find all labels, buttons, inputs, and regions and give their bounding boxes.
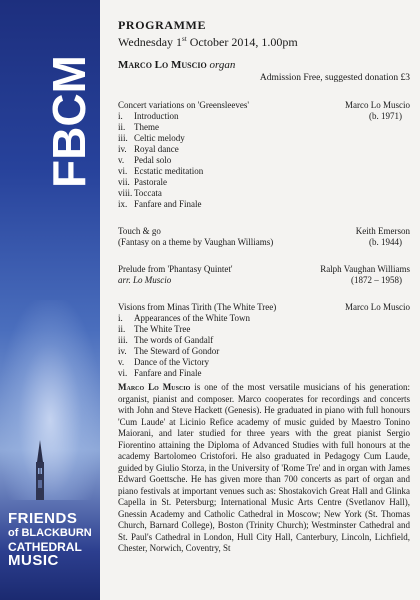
friends-of-blackburn-cathedral-music-logo	[8, 512, 100, 568]
work-arrangement: arr. Lo Muscio	[118, 275, 172, 285]
performer-line	[118, 58, 410, 72]
work-title: Visions from Minas Tirith (The White Tree)	[118, 302, 277, 312]
performer-biography	[118, 382, 410, 555]
work-minas-tirith	[118, 302, 410, 379]
work-composer: Marco Lo Muscio	[345, 100, 410, 110]
work-composer: Ralph Vaughan Williams	[320, 264, 410, 274]
work-touch-and-go	[118, 226, 410, 248]
movement-item: ix. Fanfare and Finale	[118, 199, 202, 209]
fbcm-logo-graphic	[47, 40, 95, 190]
logo-line-music: MUSIC	[8, 552, 59, 569]
movement-item: iv. The Steward of Gondor	[118, 346, 220, 356]
movement-item: viii. Toccata	[118, 188, 162, 198]
logo-line-blackburn: of BLACKBURN	[8, 527, 92, 539]
concert-date: Wednesday 1st October 2014, 1.00pm	[118, 35, 298, 49]
programme-heading: PROGRAMME	[118, 18, 207, 32]
admission-note: Admission Free, suggested donation £3	[259, 73, 410, 83]
fbcm-logo-text: FBCM	[47, 55, 95, 188]
programme-content	[118, 18, 410, 379]
work-subtitle: (Fantasy on a theme by Vaughan Williams)	[118, 237, 274, 247]
logo-line-cathedral: CATHEDRAL	[8, 540, 82, 554]
movement-item: i. Appearances of the White Town	[118, 313, 250, 323]
work-composer-dates: (b. 1944)	[369, 237, 402, 247]
cathedral-spire-image	[30, 440, 50, 500]
movement-item: v. Dance of the Victory	[118, 357, 210, 367]
movement-item: i. Introduction	[118, 111, 179, 121]
fbcm-logo	[47, 40, 95, 190]
movement-item: iv. Royal dance	[118, 144, 179, 154]
work-title: Prelude from 'Phantasy Quintet'	[118, 264, 233, 274]
work-composer: Marco Lo Muscio	[345, 302, 410, 312]
movement-item: v. Pedal solo	[118, 155, 172, 165]
work-title: Concert variations on 'Greensleeves'	[118, 100, 249, 110]
movement-item: iii. Celtic melody	[118, 133, 185, 143]
performer-name: Marco Lo Muscio	[118, 59, 207, 71]
biography-text: is one of the most versatile musicians of his generation: organist, pianist and composer. Marco cooperates for recordings and concerts with John and Steve Hackett (Genesis). He graduated in piano with full honours 'Cum Laude' at Licinio Refice academy of music guided by Maestro Tonino Maiorani, and later studied for three years with the great pianist Sergio Fiorentino attaining the Diploma of Advanced Studies with full honours at the academy Bartolomeo Cristofori. He also graduated in Pedagogy Cum Laude, guided by Giulio Storza, in the University of 'Rome Tre' and in organ with James Edward Goettsche. He has given more than 700 concerts as part of organ and piano festivals at important venues such as: Shostakovich Great Hall and Glinka Capella in St. Petersburg; International Music Arts Centre (Svetlanov Hall), Gnessin Academy and Catholic Cathedral in Moscow; New York (St. Thomas Church, Barnard College), Boston (Trinity Church); Westminster Cathedral and St. Paul's Cathedral in London, Hull City Hall, Canterbury, Lincoln, Lichfield, Chester, Norwich, Coventry, St	[118, 382, 410, 553]
sidebar-glow	[0, 300, 100, 500]
movement-item: vi. Fanfare and Finale	[118, 368, 202, 378]
work-composer-dates: (1872 – 1958)	[351, 275, 402, 285]
biography-name: Marco Lo Muscio	[118, 382, 191, 392]
movement-item: ii. The White Tree	[118, 324, 191, 334]
movement-item: vii. Pastorale	[118, 177, 167, 187]
performer-role: organ	[209, 59, 236, 71]
movement-item: ii. Theme	[118, 122, 159, 132]
work-phantasy-prelude	[118, 264, 410, 286]
work-composer: Keith Emerson	[355, 226, 410, 236]
movement-item: vi. Ecstatic meditation	[118, 166, 204, 176]
logo-line-friends: FRIENDS	[8, 510, 78, 527]
work-greensleeves	[118, 100, 410, 210]
sidebar-panel	[0, 0, 100, 600]
work-composer-dates: (b. 1971)	[369, 111, 402, 121]
work-title: Touch & go	[118, 226, 161, 236]
movement-item: iii. The words of Gandalf	[118, 335, 214, 345]
